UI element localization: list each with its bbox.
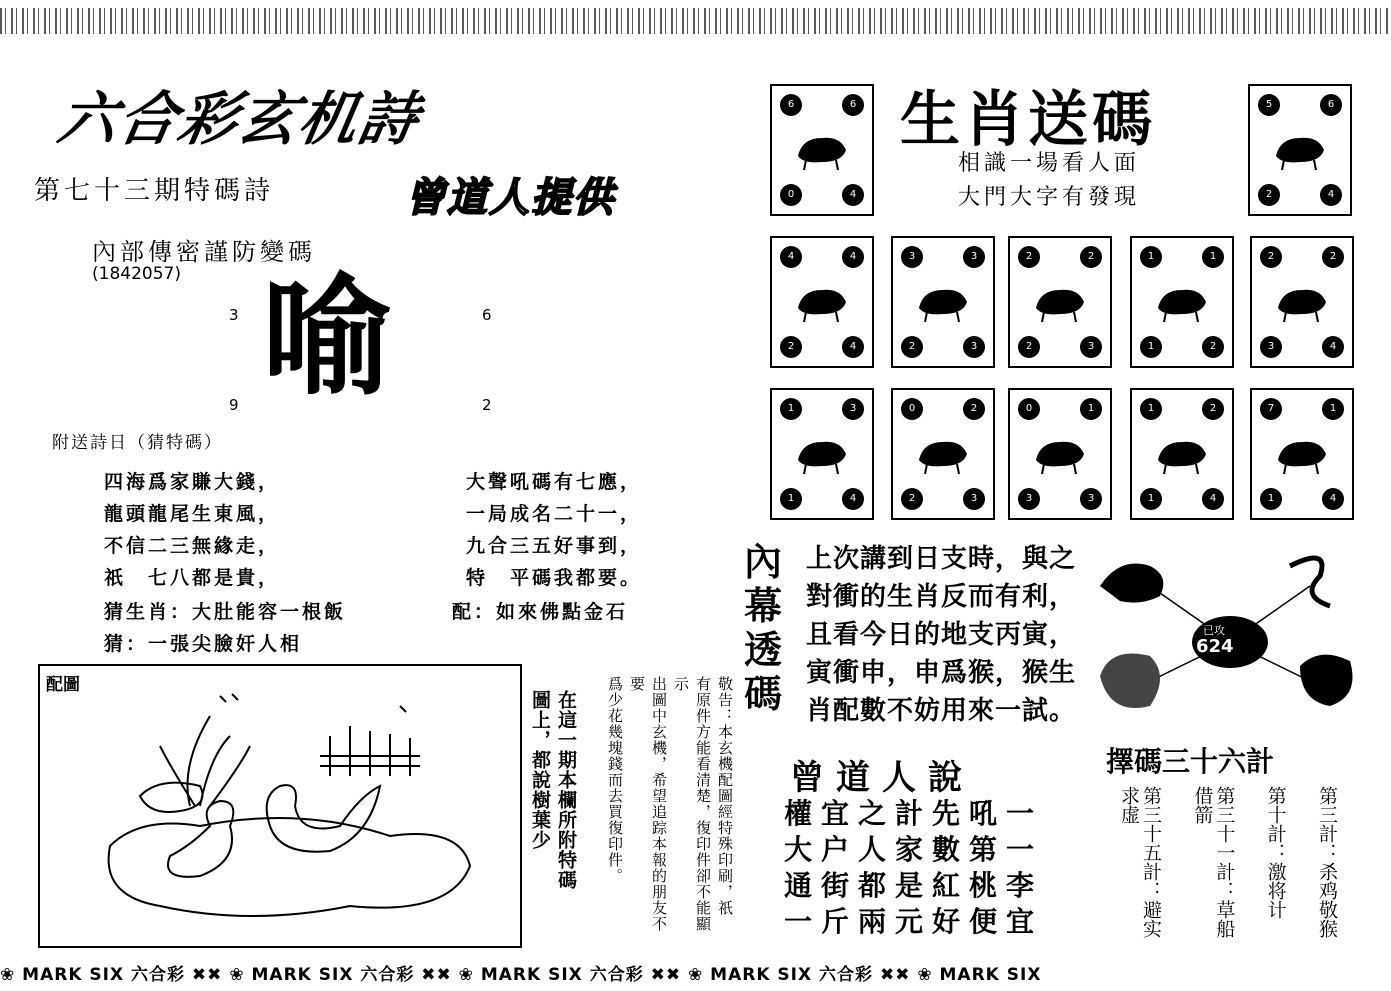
card-number: 7 (1260, 398, 1282, 420)
notice-col: 出圖中玄機，希望追踪本報的朋友不要 (628, 676, 668, 932)
card-number: 4 (1322, 336, 1344, 358)
zodiac-card-rat (770, 84, 874, 216)
ji-col: 第三十五計：避实求虚 (1118, 786, 1162, 938)
card-number: 1 (1140, 398, 1162, 420)
notice-col: 在這一期本欄所附特碼 (555, 690, 577, 890)
card-number: 6 (780, 94, 802, 116)
dragon-icon (1030, 278, 1090, 324)
card-number: 2 (963, 398, 985, 420)
zeng-title: 曾道人說 (790, 758, 974, 798)
card-number: 2 (1018, 336, 1040, 358)
poem-line: 大聲吼碼有七應， (466, 471, 643, 493)
poem-line: 一局成名二十一， (466, 503, 643, 525)
card-number: 3 (963, 336, 985, 358)
card-number: 2 (901, 336, 923, 358)
card-number: 2 (1080, 246, 1102, 268)
ji-col: 第十計：激将计 (1264, 786, 1287, 919)
ox-icon (1270, 126, 1330, 172)
ji-columns (1118, 786, 1338, 954)
zodiac-card-horse (1250, 236, 1354, 368)
monkey-icon (913, 430, 973, 476)
card-number: 4 (842, 184, 864, 206)
card-number: 2 (780, 336, 802, 358)
header-band (0, 8, 1391, 34)
ox-icon (1100, 654, 1160, 709)
card-number: 3 (963, 488, 985, 510)
snake-icon (1290, 558, 1330, 606)
card-number: 1 (1322, 398, 1344, 420)
goat-icon (792, 430, 852, 476)
zeng-line: 權宜之計先吼一 (784, 797, 1044, 830)
card-number: 3 (1080, 336, 1102, 358)
subtitle-2: 大門大字有發現 (958, 185, 1141, 210)
inner-line: 對衝的生肖反而有利， (806, 582, 1077, 612)
card-number: 3 (963, 246, 985, 268)
poem-header: 附送詩日（猜特碼） (52, 433, 223, 453)
card-number: 2 (901, 488, 923, 510)
inner-label: 內幕透碼 (744, 540, 783, 716)
card-number: 1 (1080, 398, 1102, 420)
zeng-line: 一斤兩元好便宜 (784, 905, 1044, 938)
issue-label: 第七十三期特碼詩 (34, 176, 275, 206)
poem-line: 不信二三無緣走， (104, 535, 281, 557)
zeng-line: 通街都是紅桃李 (784, 869, 1044, 902)
zodiac-card-dog (1130, 388, 1234, 520)
badge-label: 已攻 (1203, 624, 1225, 637)
poem-line: 龍頭龍尾生東風， (104, 503, 281, 525)
secret-note: 內部傳密謹防變碼 (92, 238, 316, 266)
card-number: 2 (1202, 398, 1224, 420)
inner-text (806, 540, 1076, 730)
poem-left (104, 466, 280, 594)
page-title: 六合彩玄机詩 (53, 85, 426, 153)
zeng-lines (784, 796, 1043, 940)
notice-col: 敬告：本玄機配圖經特殊印刷，祇 (716, 676, 734, 916)
notice-columns (527, 690, 579, 920)
rabbit-icon (913, 278, 973, 324)
poem-line: 特 平碼我都要。 (466, 567, 643, 589)
corner-number-tl: 3 (229, 306, 239, 324)
card-number: 3 (1260, 336, 1282, 358)
provider-label: 曾道人提供 (405, 175, 615, 221)
card-number: 1 (1140, 488, 1162, 510)
inner-line: 寅衝申，申爲猴，猴生 (806, 658, 1077, 688)
rooster-icon (1300, 655, 1353, 706)
guess-zodiac: 猜生肖：大肚能容一根飯 (104, 601, 347, 623)
card-number: 2 (1322, 246, 1344, 268)
notice-long (604, 676, 736, 936)
card-number: 4 (780, 246, 802, 268)
card-number: 4 (842, 246, 864, 268)
zodiac-card-monkey (891, 388, 995, 520)
poem-right (466, 466, 642, 594)
card-number: 3 (842, 398, 864, 420)
pig-icon (1272, 430, 1332, 476)
ji-col: 第三計：杀鸡敬猴 (1315, 786, 1338, 938)
card-number: 4 (842, 488, 864, 510)
zodiac-card-rabbit (891, 236, 995, 368)
guess-text: 猜：一張尖臉奸人相 (104, 633, 303, 655)
badge-number: 624 (1196, 636, 1234, 657)
card-number: 3 (1018, 488, 1040, 510)
code-number: (1842057) (92, 264, 181, 284)
subtitle-1: 相識一場看人面 (958, 151, 1141, 176)
card-number: 2 (1260, 246, 1282, 268)
horse-icon (1272, 278, 1332, 324)
card-number: 4 (1202, 488, 1224, 510)
inner-line: 上次講到日支時，與之 (806, 544, 1077, 574)
card-number: 2 (1202, 336, 1224, 358)
poem-line: 祇 七八都是貴， (104, 567, 281, 589)
card-number: 1 (1202, 246, 1224, 268)
card-number: 3 (1080, 488, 1102, 510)
card-number: 1 (1140, 336, 1162, 358)
card-number: 4 (1320, 184, 1342, 206)
ji-col: 第三十一計：草船借箭 (1191, 786, 1236, 938)
card-number: 0 (1018, 398, 1040, 420)
notice-col: 有原件方能看清楚，復印件卻不能顯示 (672, 676, 712, 932)
zeng-line: 大户人家數第一 (784, 833, 1044, 866)
card-number: 4 (1322, 488, 1344, 510)
big-character: 喻 (262, 261, 393, 413)
notice-col: 圖上，都說樹葉少 (529, 690, 551, 850)
picture-box (38, 664, 522, 948)
card-number: 1 (780, 398, 802, 420)
zodiac-card-ox (1248, 84, 1352, 216)
inner-line: 且看今日的地支丙寅， (806, 620, 1077, 650)
zodiac-card-dragon (1008, 236, 1112, 368)
rooster-icon (1030, 430, 1090, 476)
notice-col: 爲少花幾塊錢而去買復印件。 (606, 676, 624, 884)
zodiac-card-pig (1250, 388, 1354, 520)
ji-title: 擇碼三十六計 (1106, 745, 1275, 778)
pair-text: 配：如來佛點金石 (452, 601, 629, 623)
inner-line: 肖配數不妨用來一試。 (806, 696, 1077, 726)
poem-line: 九合三五好事到， (466, 535, 643, 557)
card-number: 2 (1018, 246, 1040, 268)
snake-icon (1152, 278, 1212, 324)
card-number: 3 (901, 246, 923, 268)
picture-label: 配圖 (46, 675, 80, 695)
card-number: 6 (1320, 94, 1342, 116)
horse-icon (1100, 564, 1163, 603)
zodiac-title: 生肖送碼 (900, 85, 1156, 155)
card-number: 1 (1260, 488, 1282, 510)
card-number: 5 (1258, 94, 1280, 116)
card-number: 2 (1258, 184, 1280, 206)
poem-line: 四海爲家賺大錢， (104, 471, 281, 493)
rat-icon (792, 126, 852, 172)
corner-number-bl: 9 (229, 396, 239, 414)
footer-banner: ❀ MARK SIX 六合彩 ✖✖ ❀ MARK SIX 六合彩 ✖✖ ❀ MARK SIX 六合彩 ✖✖ ❀ MARK SIX 六合彩 ✖✖ ❀ MARK SIX (0, 965, 1042, 984)
zodiac-card-goat (770, 388, 874, 520)
tiger-icon (792, 278, 852, 324)
zodiac-card-snake (1130, 236, 1234, 368)
card-number: 0 (780, 184, 802, 206)
card-number: 4 (842, 336, 864, 358)
corner-number-tr: 6 (482, 306, 492, 324)
card-number: 1 (1140, 246, 1162, 268)
zodiac-card-tiger (770, 236, 874, 368)
card-number: 6 (842, 94, 864, 116)
corner-number-br: 2 (482, 396, 492, 414)
card-number: 1 (780, 488, 802, 510)
duck-pond-illustration (100, 676, 480, 936)
dog-icon (1152, 430, 1212, 476)
zodiac-card-rooster (1008, 388, 1112, 520)
card-number: 0 (901, 398, 923, 420)
